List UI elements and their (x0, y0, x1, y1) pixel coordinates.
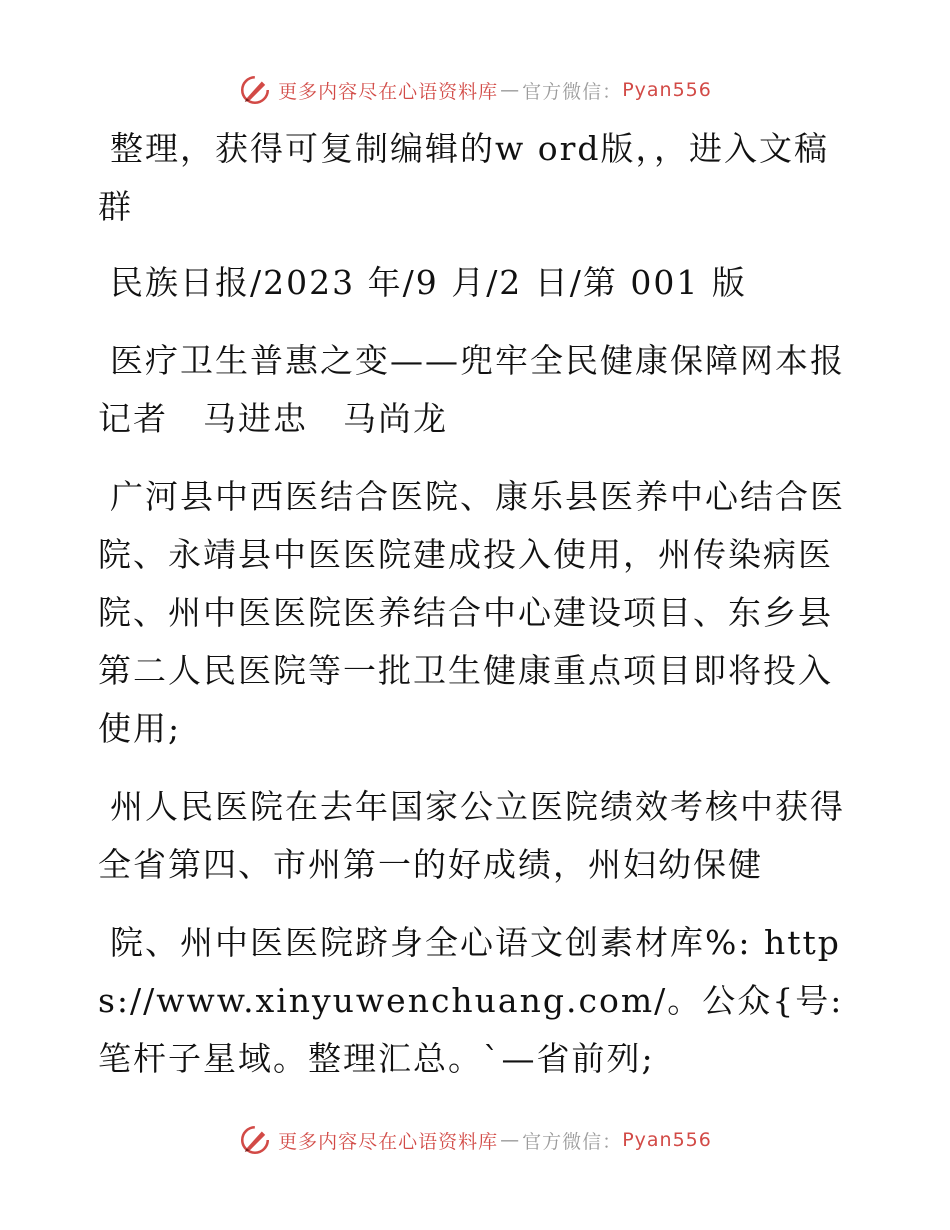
watermark-main-text: 更多内容尽在心语资料库 (278, 1130, 499, 1153)
paragraph-ranking: 院、州中医医院跻身全心语文创素材库%: https://www.xinyuwenchuang.com/。公众{号: 笔杆子星域。整理汇总。`—省前列; (98, 923, 844, 1078)
watermark-header (0, 70, 950, 110)
watermark-wechat-id: Pyan556 (622, 1129, 712, 1151)
watermark-separator: — (500, 1129, 521, 1151)
document-body (98, 120, 858, 1108)
paragraph-intro: 整理，获得可复制编辑的w ord版，，进入文稿群 (98, 129, 830, 226)
pen-logo-icon (238, 1123, 272, 1157)
paragraph-source: 民族日报/2023 年/9 月/2 日/第 001 版 (110, 263, 747, 302)
paragraph-performance: 州人民医院在去年国家公立医院绩效考核中获得全省第四、市州第一的好成绩，州妇幼保健 (98, 787, 845, 884)
watermark-sub-text: 官方微信： (522, 1130, 623, 1153)
watermark-footer (0, 1120, 950, 1160)
paragraph-projects: 广河县中西医结合医院、康乐县医养中心结合医院、永靖县中医医院建成投入使用，州传染病医院、州中医医院医养结合中心建设项目、东乡县第二人民医院等一批卫生健康重点项目即将投入使用; (98, 477, 845, 748)
paragraph-headline: 医疗卫生普惠之变——兜牢全民健康保障网本报记者 马进忠 马尚龙 (98, 341, 845, 438)
watermark-wechat-id: Pyan556 (622, 79, 712, 101)
watermark-main-text: 更多内容尽在心语资料库 (278, 80, 499, 103)
watermark-sub-text: 官方微信： (522, 80, 623, 103)
pen-logo-icon (238, 73, 272, 107)
watermark-separator: — (500, 79, 521, 101)
